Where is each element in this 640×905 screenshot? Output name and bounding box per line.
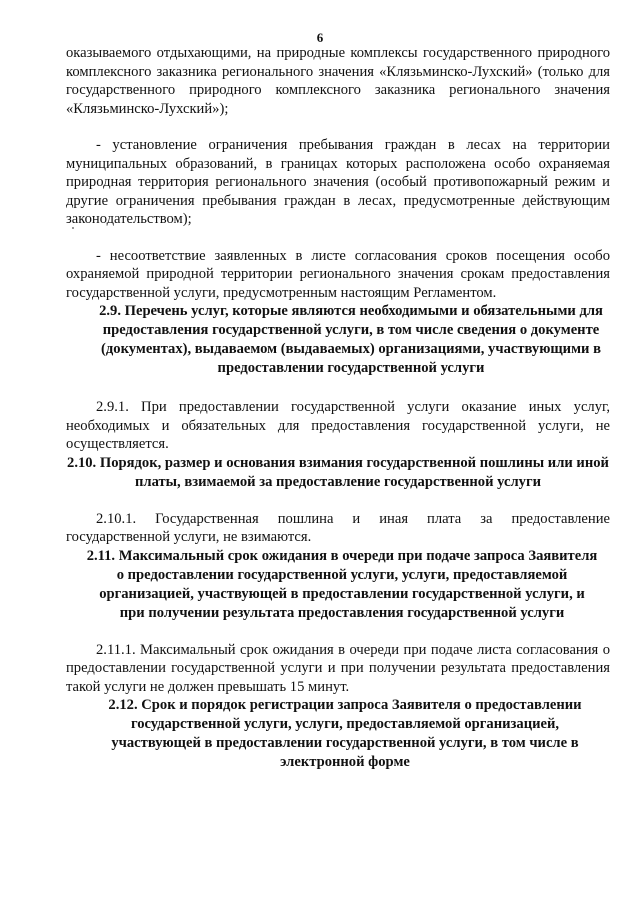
heading-2-11: 2.11. Максимальный срок ожидания в очереди при подаче запроса Заявителя о предоставлении государственной услуги, услуги, предоставляемой организацией, участвующей в предоставлении государственной услуги, и при получении результата предоставления государственной услуги [86,547,598,621]
paragraph-continuation: оказываемого отдыхающими, на природные комплексы государственного природного комплексного заказника регионального значения «Клязьминско-Лухский» (только для государственного природного комплексного заказника регионального значения «Клязьминско-Лухский»); [66,45,610,117]
heading-2-10: 2.10. Порядок, размер и основания взимания государственной пошлины или иной платы, взимаемой за предоставление государственной услуги [67,454,609,490]
page-number: 6 [316,30,324,45]
paragraph-2-9-1: 2.9.1. При предоставлении государственной услуги оказание иных услуг, необходимых и обязательных для предоставления государственной услуги, не осуществляется. [66,399,610,452]
heading-2-12: 2.12. Срок и порядок регистрации запроса Заявителя о предоставлении государственной услуги, услуги, предоставляемой организацией, участвующей в предоставлении государственной услуги, в том числе в электронной форме [108,697,582,770]
document-body [66,44,610,772]
heading-2-9: 2.9. Перечень услуг, которые являются необходимыми и обязательными для предоставления государственной услуги, в том числе сведения о документе (документах), выдаваемом (выдаваемых) организациями, участвующими в предоставлении государственной услуги [99,303,603,376]
paragraph-term-mismatch: - несоответствие заявленных в листе согласования сроков посещения особо охраняемой природной территории регионального значения срокам предоставления государственной услуги, предусмотренным настоящим Регламентом. [66,247,610,301]
paragraph-2-10-1: 2.10.1. Государственная пошлина и иная плата за предоставление государственной услуги, не взимаются. [66,510,610,545]
paragraph-forest-restriction: - установление ограничения пребывания граждан в лесах на территории муниципальных образований, в границах которых расположена особо охраняемая природная территория регионального значения (особый противопожарный режим и другие ограничения пребывания граждан в лесах, предусмотренные действующим законодательством); [66,137,610,227]
paragraph-2-11-1: 2.11.1. Максимальный срок ожидания в очереди при подаче листа согласования о предоставлении государственной услуги и при получении результата предоставления такой услуги не должен превышать 15 минут. [66,641,610,695]
